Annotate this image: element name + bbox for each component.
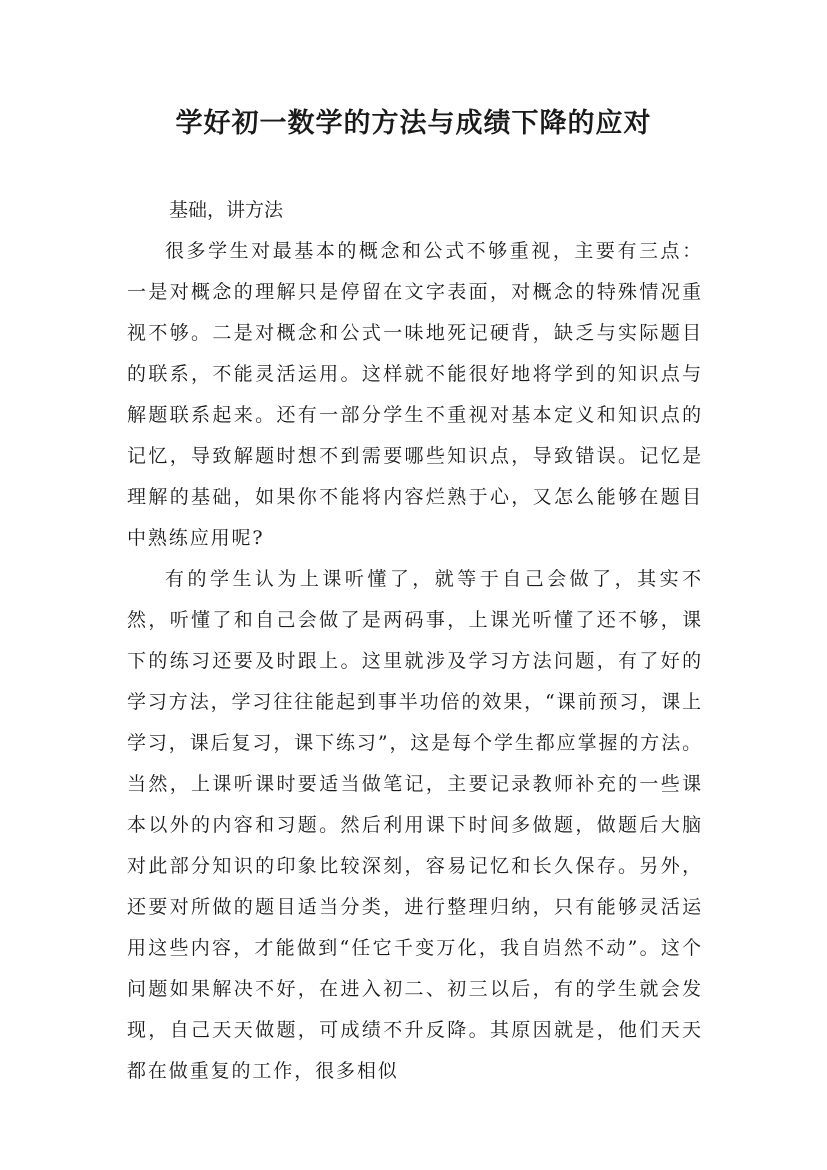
section-heading: 基础，讲方法 [169, 199, 284, 221]
document-title: 学好初一数学的方法与成绩下降的应对 [175, 108, 652, 139]
document-body [127, 190, 703, 1092]
paragraph-concepts: 很多学生对最基本的概念和公式不够重视，主要有三点：一是对概念的理解只是停留在文字表面，对概念的特殊情况重视不够。二是对概念和公式一味地死记硬背，缺乏与实际题目的联系，不能灵活运用。这样就不能很好地将学到的知识点与解题联系起来。还有一部分学生不重视对基本定义和知识点的记忆，导致解题时想不到需要哪些知识点，导致错误。记忆是理解的基础，如果你不能将内容烂熟于心，又怎么能够在题目中熟练应用呢? [127, 240, 703, 549]
paragraph-study-methods: 有的学生认为上课听懂了，就等于自己会做了，其实不然，听懂了和自己会做了是两码事，上课光听懂了还不够，课下的练习还要及时跟上。这里就涉及学习方法问题，有了好的学习方法，学习往往能起到事半功倍的效果，“课前预习，课上学习，课后复习，课下练习”，这是每个学生都应掌握的方法。当然，上课听课时要适当做笔记，主要记录教师补充的一些课本以外的内容和习题。然后利用课下时间多做题，做题后大脑对此部分知识的印象比较深刻，容易记忆和长久保存。另外，还要对所做的题目适当分类，进行整理归纳，只有能够灵活运用这些内容，才能做到“任它千变万化，我自岿然不动”。这个问题如果解决不好，在进入初二、初三以后，有的学生就会发现，自己天天做题，可成绩不升反降。其原因就是，他们天天都在做重复的工作，很多相似 [127, 568, 703, 1082]
